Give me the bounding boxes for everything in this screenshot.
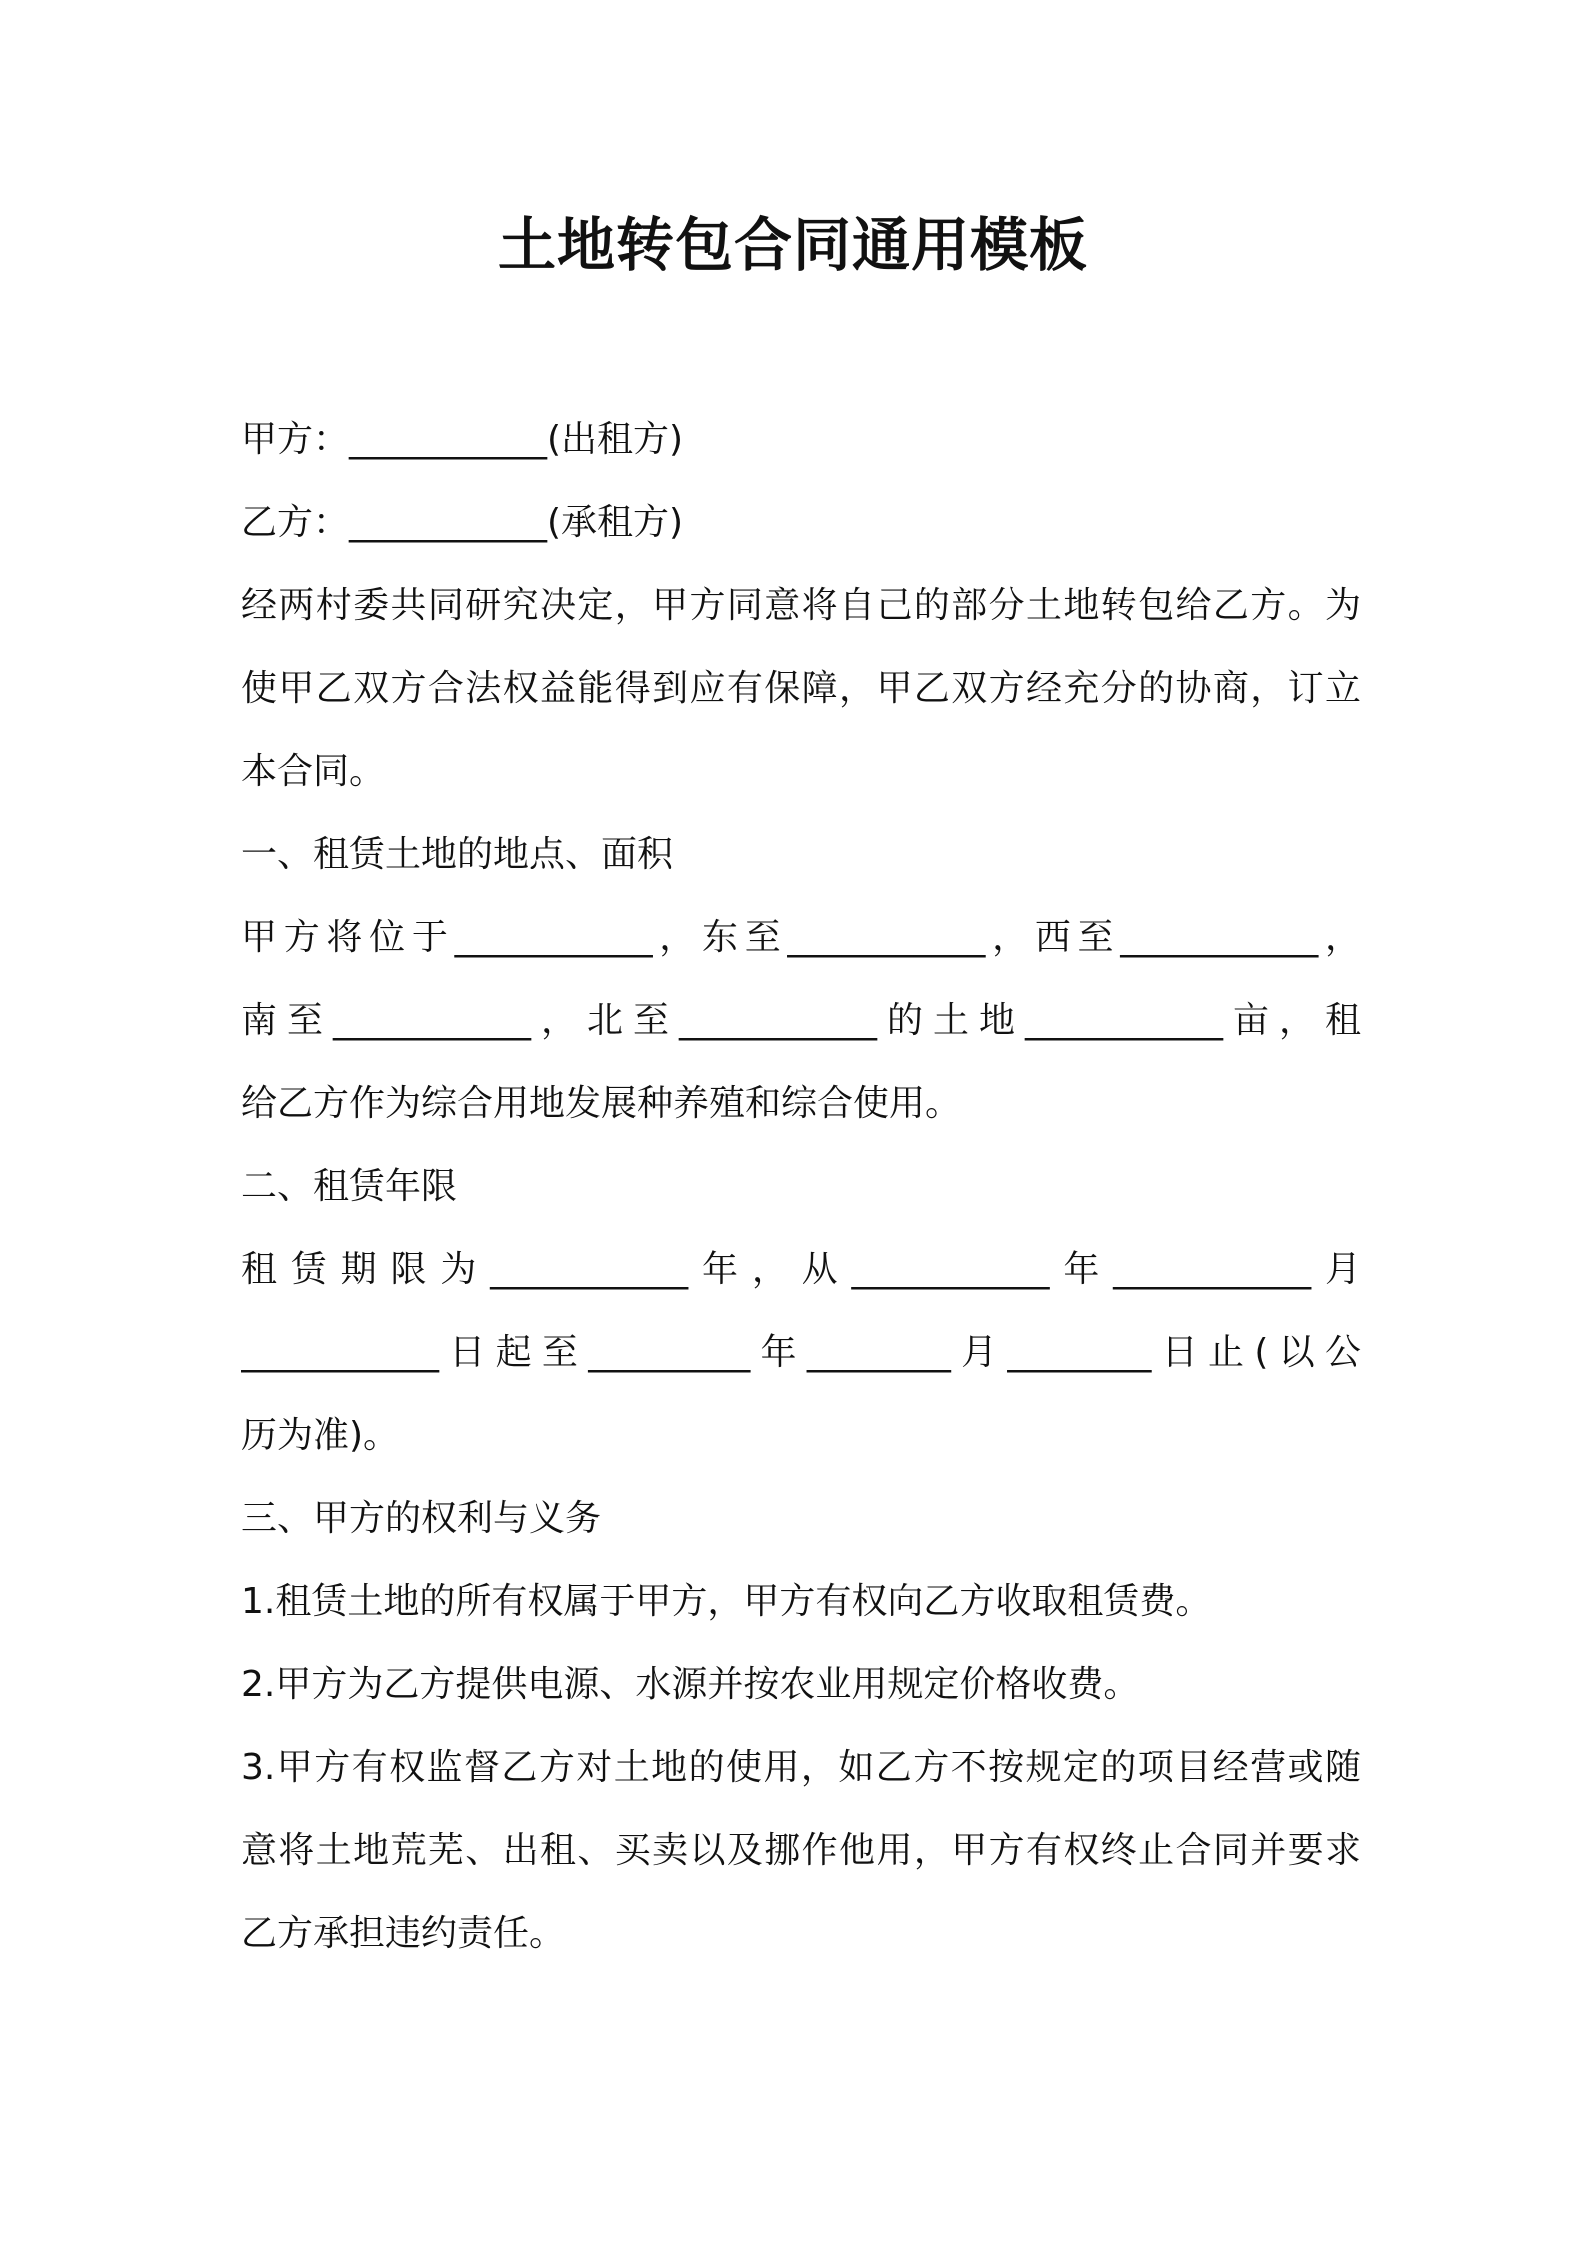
- term-line: 历为准)。: [241, 1415, 400, 1456]
- term-line: ___________日起至_________年________月________日止(以公: [241, 1332, 1361, 1373]
- clause-line: 意将土地荒芜、出租、买卖以及挪作他用，甲方有权终止合同并要求: [241, 1830, 1361, 1871]
- document-title: 土地转包合同通用模板: [497, 211, 1088, 279]
- party-b-line: 乙方：___________(承租方): [241, 502, 684, 543]
- preamble-line: 经两村委共同研究决定，甲方同意将自己的部分土地转包给乙方。为: [241, 585, 1361, 626]
- preamble-line: 本合同。: [241, 751, 386, 792]
- location-line: 甲方将位于___________，东至___________，西至___________，: [241, 917, 1361, 958]
- clause-line: 乙方承担违约责任。: [241, 1913, 566, 1954]
- term-line: 租赁期限为___________年，从___________年___________月: [241, 1249, 1361, 1290]
- location-line: 给乙方作为综合用地发展种养殖和综合使用。: [241, 1083, 962, 1124]
- party-a-line: 甲方：___________(出租方): [241, 419, 684, 460]
- clause-line: 3.甲方有权监督乙方对土地的使用，如乙方不按规定的项目经营或随: [241, 1747, 1361, 1788]
- location-line: 南至___________，北至___________的土地___________亩，租: [241, 1000, 1361, 1041]
- clause-line: 2.甲方为乙方提供电源、水源并按农业用规定价格收费。: [241, 1664, 1140, 1705]
- document-body: [241, 398, 1361, 1975]
- section-heading-location: 一、租赁土地的地点、面积: [241, 834, 674, 875]
- section-heading-rights: 三、甲方的权利与义务: [241, 1498, 602, 1539]
- clause-line: 1.租赁土地的所有权属于甲方，甲方有权向乙方收取租赁费。: [241, 1581, 1212, 1622]
- preamble-line: 使甲乙双方合法权益能得到应有保障，甲乙双方经充分的协商，订立: [241, 668, 1361, 709]
- section-heading-term: 二、租赁年限: [241, 1166, 458, 1207]
